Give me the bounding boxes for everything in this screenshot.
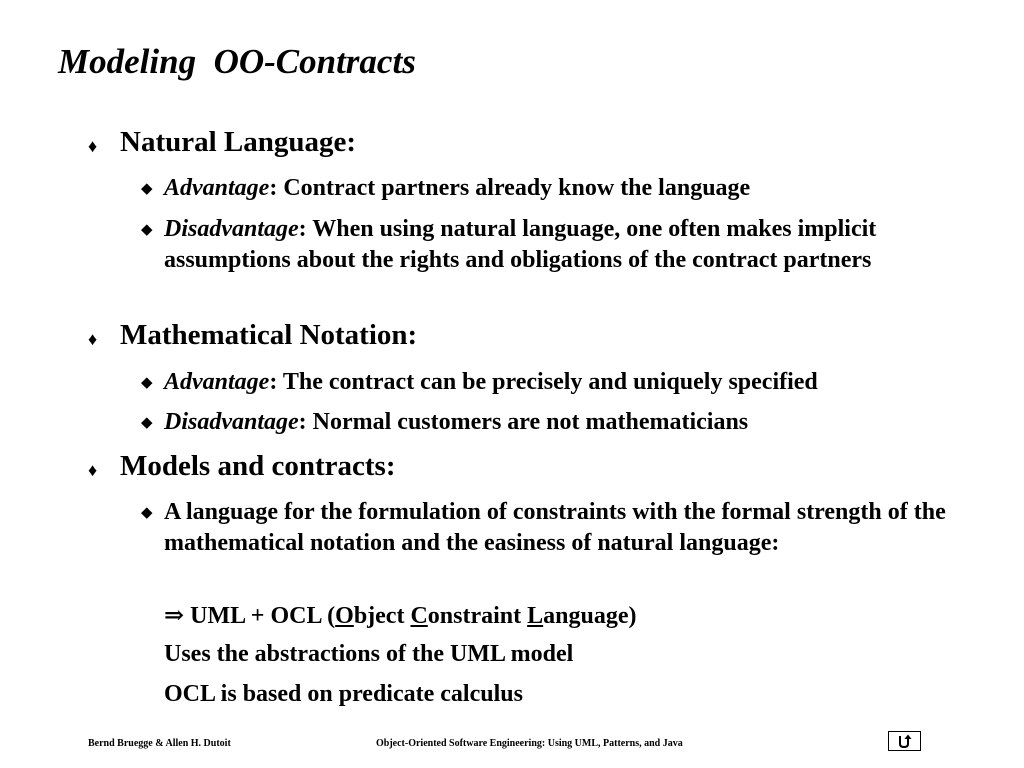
diamond-bullet-icon: ♦ [88,136,98,156]
footer-book-title: Object-Oriented Software Engineering: Using UML, Patterns, and Java [376,738,683,749]
diamond-bullet-icon: ◆ [141,505,153,521]
section-heading-natural-language: Natural Language: [120,126,357,158]
ocl-word: bject [353,603,411,629]
ocl-letter-l: L [527,603,544,629]
section-heading-mathematical-notation: Mathematical Notation: [120,319,418,351]
bullet-text: : Contract partners already know the language [269,175,751,201]
diamond-bullet-icon: ♦ [88,460,98,480]
term-advantage: Advantage [164,369,270,395]
note-uml-abstractions: Uses the abstractions of the UML model [164,641,574,667]
slide-title: Modeling OO-Contracts [58,42,416,81]
bullet-language-description: A language for the formulation of constraints with the formal strength of the mathematical notation and the easiness of natural language: [164,499,946,556]
bullet-disadvantage-math [164,407,1004,438]
diamond-bullet-icon: ♦ [88,329,98,349]
term-disadvantage: Disadvantage [164,409,299,435]
diamond-bullet-icon: ◆ [141,375,153,391]
term-disadvantage: Disadvantage [164,216,299,242]
bullet-disadvantage-natural [164,214,1004,276]
ocl-letter-c: C [410,603,428,629]
footer-authors: Bernd Bruegge & Allen H. Dutoit [88,738,231,749]
section-heading-models-contracts: Models and contracts: [120,450,396,482]
ocl-word: onstraint [427,603,528,629]
diamond-bullet-icon: ◆ [141,181,153,197]
implies-symbol: ⇒ [164,603,185,629]
term-advantage: Advantage [164,175,270,201]
ocl-prefix: UML + OCL ( [184,603,336,629]
bullet-advantage-math [164,367,1004,398]
note-predicate-calculus: OCL is based on predicate calculus [164,681,523,707]
bullet-text: : The contract can be precisely and uniquely specified [269,369,818,395]
return-nav-button[interactable] [888,731,921,751]
return-arrow-icon [889,732,919,749]
bullet-text: : Normal customers are not mathematicians [298,409,749,435]
bullet-advantage-natural [164,173,1004,204]
uml-ocl-line [164,600,637,630]
ocl-letter-o: O [335,603,354,629]
diamond-bullet-icon: ◆ [141,415,153,431]
ocl-word: anguage) [543,603,637,629]
bullet-text: : When using natural language, one often makes implicit assumptions about the rights and obligations of the contract partners [164,216,877,273]
diamond-bullet-icon: ◆ [141,222,153,238]
